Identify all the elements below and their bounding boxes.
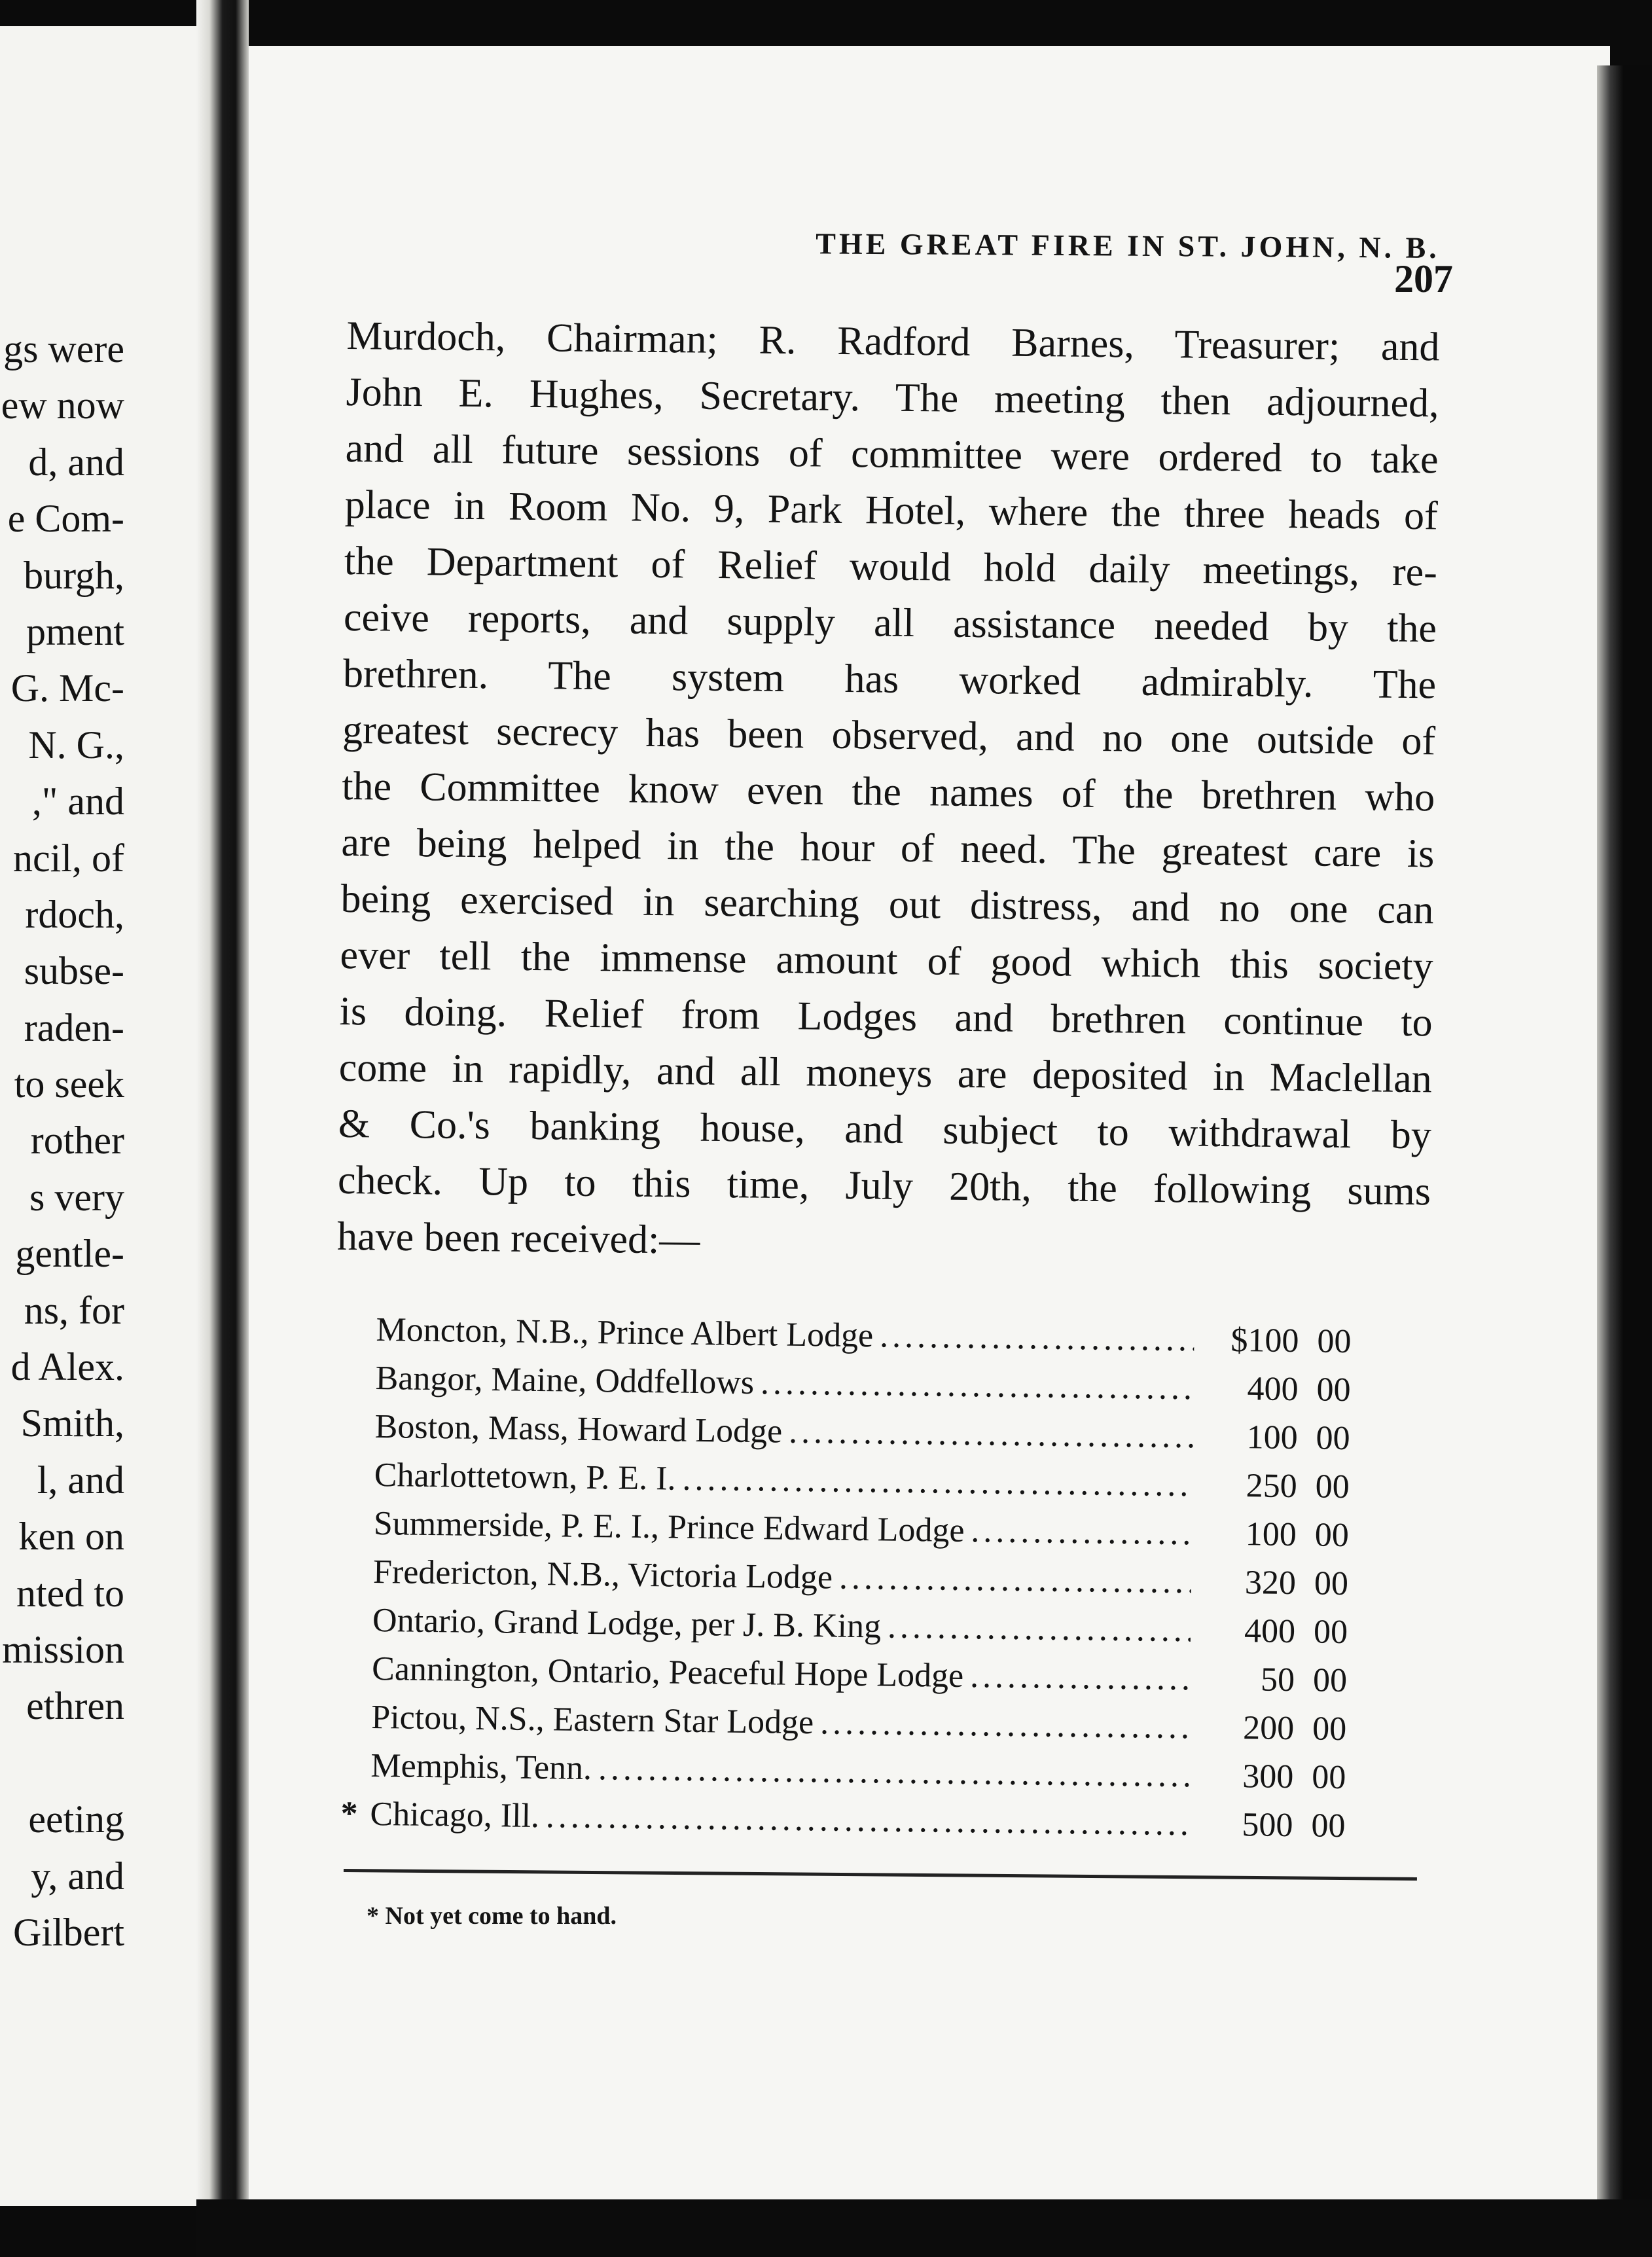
text-line: are being helped in the hour of need. The greatest care is (341, 820, 1435, 876)
amount-cents: 00 (1312, 1661, 1348, 1700)
body-paragraph (337, 308, 1440, 1276)
amount-dollars: 250 (1246, 1467, 1298, 1506)
text-line: check. Up to this time, July 20th, the following sums (337, 1157, 1431, 1214)
dot-leader (598, 1744, 1189, 1800)
facing-page-line: y, and (31, 1854, 124, 1898)
page-number: 207 (1394, 257, 1453, 300)
amount-cents: 00 (1316, 1419, 1350, 1458)
facing-page-line: eeting (28, 1797, 124, 1841)
amount-cents: 00 (1314, 1564, 1349, 1603)
amount-cents: 00 (1317, 1322, 1352, 1361)
amount-cents: 00 (1311, 1758, 1346, 1797)
amount-dollars: 500 (1242, 1806, 1293, 1845)
facing-page-line: rother (30, 1119, 124, 1163)
amount-dollars: 100 (1245, 1515, 1297, 1554)
dot-leader (880, 1312, 1194, 1364)
page-edge (1597, 65, 1652, 2257)
facing-page-text (0, 321, 124, 1960)
text-line: the Committee know even the names of the brethren who (341, 763, 1435, 820)
dot-leader (682, 1455, 1193, 1510)
facing-page-line (0, 1735, 124, 1791)
dot-leader (839, 1554, 1192, 1607)
facing-page-line: ken on (18, 1515, 124, 1559)
dot-leader (820, 1699, 1190, 1752)
dot-leader (789, 1408, 1193, 1462)
amount-dollars: 320 (1244, 1564, 1297, 1602)
amount-dollars: $100 (1230, 1321, 1299, 1360)
dot-leader (546, 1792, 1189, 1849)
amount-cents: 00 (1312, 1710, 1347, 1748)
text-line: the Department of Relief would hold daily meetings, re- (344, 538, 1438, 595)
facing-page-line: ," and (31, 780, 124, 823)
asterisk-mark: * (340, 1795, 358, 1833)
lodge-name: Moncton, N.B., Prince Albert Lodge (376, 1310, 874, 1355)
amount-dollars: 400 (1244, 1612, 1296, 1651)
facing-page-line: ns, for (24, 1288, 124, 1332)
text-line: ever tell the immense amount of good which this society (340, 932, 1433, 989)
amount-dollars: 50 (1260, 1661, 1295, 1699)
facing-page-line: pment (26, 609, 124, 653)
amount-dollars: 400 (1247, 1370, 1299, 1409)
facing-page-line: Gilbert (13, 1910, 124, 1954)
facing-page-line: N. G., (28, 723, 124, 767)
dot-leader (971, 1507, 1192, 1558)
amount-dollars: 100 (1246, 1418, 1298, 1457)
facing-page-line: s very (29, 1175, 124, 1219)
facing-page-line: l, and (37, 1458, 124, 1502)
text-line: John E. Hughes, Secretary. The meeting then adjourned, (346, 369, 1439, 426)
text-line: have been received:— (336, 1214, 700, 1263)
lodge-name: Ontario, Grand Lodge, per J. B. King (372, 1601, 882, 1646)
footnote: * Not yet come to hand. (367, 1902, 617, 1930)
lodge-name: Summerside, P. E. I., Prince Edward Lodge (373, 1504, 965, 1550)
facing-page-line: gentle- (15, 1232, 124, 1276)
amount-cents: 00 (1311, 1807, 1346, 1845)
facing-page-line: Smith, (20, 1401, 124, 1445)
text-line: being exercised in searching out distress, and no one can (340, 876, 1434, 933)
dot-leader (761, 1359, 1194, 1413)
facing-page-line: d, and (28, 440, 124, 484)
lodge-name: Pictou, N.S., Eastern Star Lodge (370, 1698, 814, 1742)
text-line: place in Room No. 9, Park Hotel, where the three heads of (344, 482, 1439, 539)
facing-page-line: mission (2, 1627, 124, 1671)
text-line: come in rapidly, and all moneys are deposited in Maclellan (338, 1045, 1433, 1102)
facing-page-line: rdoch, (25, 892, 124, 936)
dot-leader (970, 1652, 1191, 1703)
facing-page-line: to seek (14, 1062, 124, 1106)
facing-page-line: nted to (16, 1571, 124, 1615)
lodge-name: Memphis, Tenn. (370, 1746, 592, 1788)
facing-page-line: raden- (24, 1005, 124, 1049)
lodge-name: Bangor, Maine, Oddfellows (375, 1359, 755, 1402)
facing-page-line: burgh, (24, 553, 124, 597)
lodge-name: Cannington, Ontario, Peaceful Hope Lodge (371, 1650, 964, 1695)
amount-cents: 00 (1316, 1371, 1351, 1409)
facing-page-line: G. Mc- (10, 666, 124, 710)
amount-dollars: 200 (1242, 1709, 1295, 1748)
facing-page-line: ethren (26, 1684, 124, 1728)
text-line: & Co.'s banking house, and subject to withdrawal by (338, 1101, 1432, 1158)
lodge-name: Boston, Mass, Howard Lodge (374, 1407, 783, 1451)
facing-page-line: e Com- (7, 497, 124, 541)
text-line: and all future sessions of committee were ordered to take (345, 425, 1439, 482)
facing-page-line: ew now (1, 384, 124, 427)
text-line: brethren. The system has worked admirably. The (342, 651, 1437, 708)
dot-leader (888, 1603, 1191, 1655)
amount-cents: 00 (1313, 1613, 1348, 1652)
lodge-name: Charlottetown, P. E. I. (374, 1456, 676, 1498)
facing-page-line: subse- (24, 949, 124, 993)
facing-page-line: d Alex. (10, 1345, 124, 1389)
scan-bottom-edge (196, 2199, 1652, 2257)
amount-dollars: 300 (1242, 1758, 1294, 1796)
text-line: greatest secrecy has been observed, and no one outside of (342, 707, 1436, 764)
contributions-ledger (340, 1306, 1352, 1851)
amount-cents: 00 (1315, 1468, 1350, 1506)
lodge-name: Chicago, Ill. (370, 1795, 540, 1835)
text-line: Murdoch, Chairman; R. Radford Barnes, Treasurer; and (346, 313, 1440, 370)
book-gutter (196, 0, 249, 2257)
lodge-name: Fredericton, N.B., Victoria Lodge (372, 1553, 833, 1597)
facing-page-line: ncil, of (13, 836, 124, 880)
text-line: is doing. Relief from Lodges and brethren continue to (339, 988, 1433, 1045)
amount-cents: 00 (1314, 1516, 1350, 1555)
running-header: THE GREAT FIRE IN ST. JOHN, N. B. (816, 226, 1440, 265)
facing-page-fragment (0, 26, 196, 2206)
facing-page-line: gs were (3, 327, 124, 370)
text-line: ceive reports, and supply all assistance needed by the (343, 594, 1437, 651)
